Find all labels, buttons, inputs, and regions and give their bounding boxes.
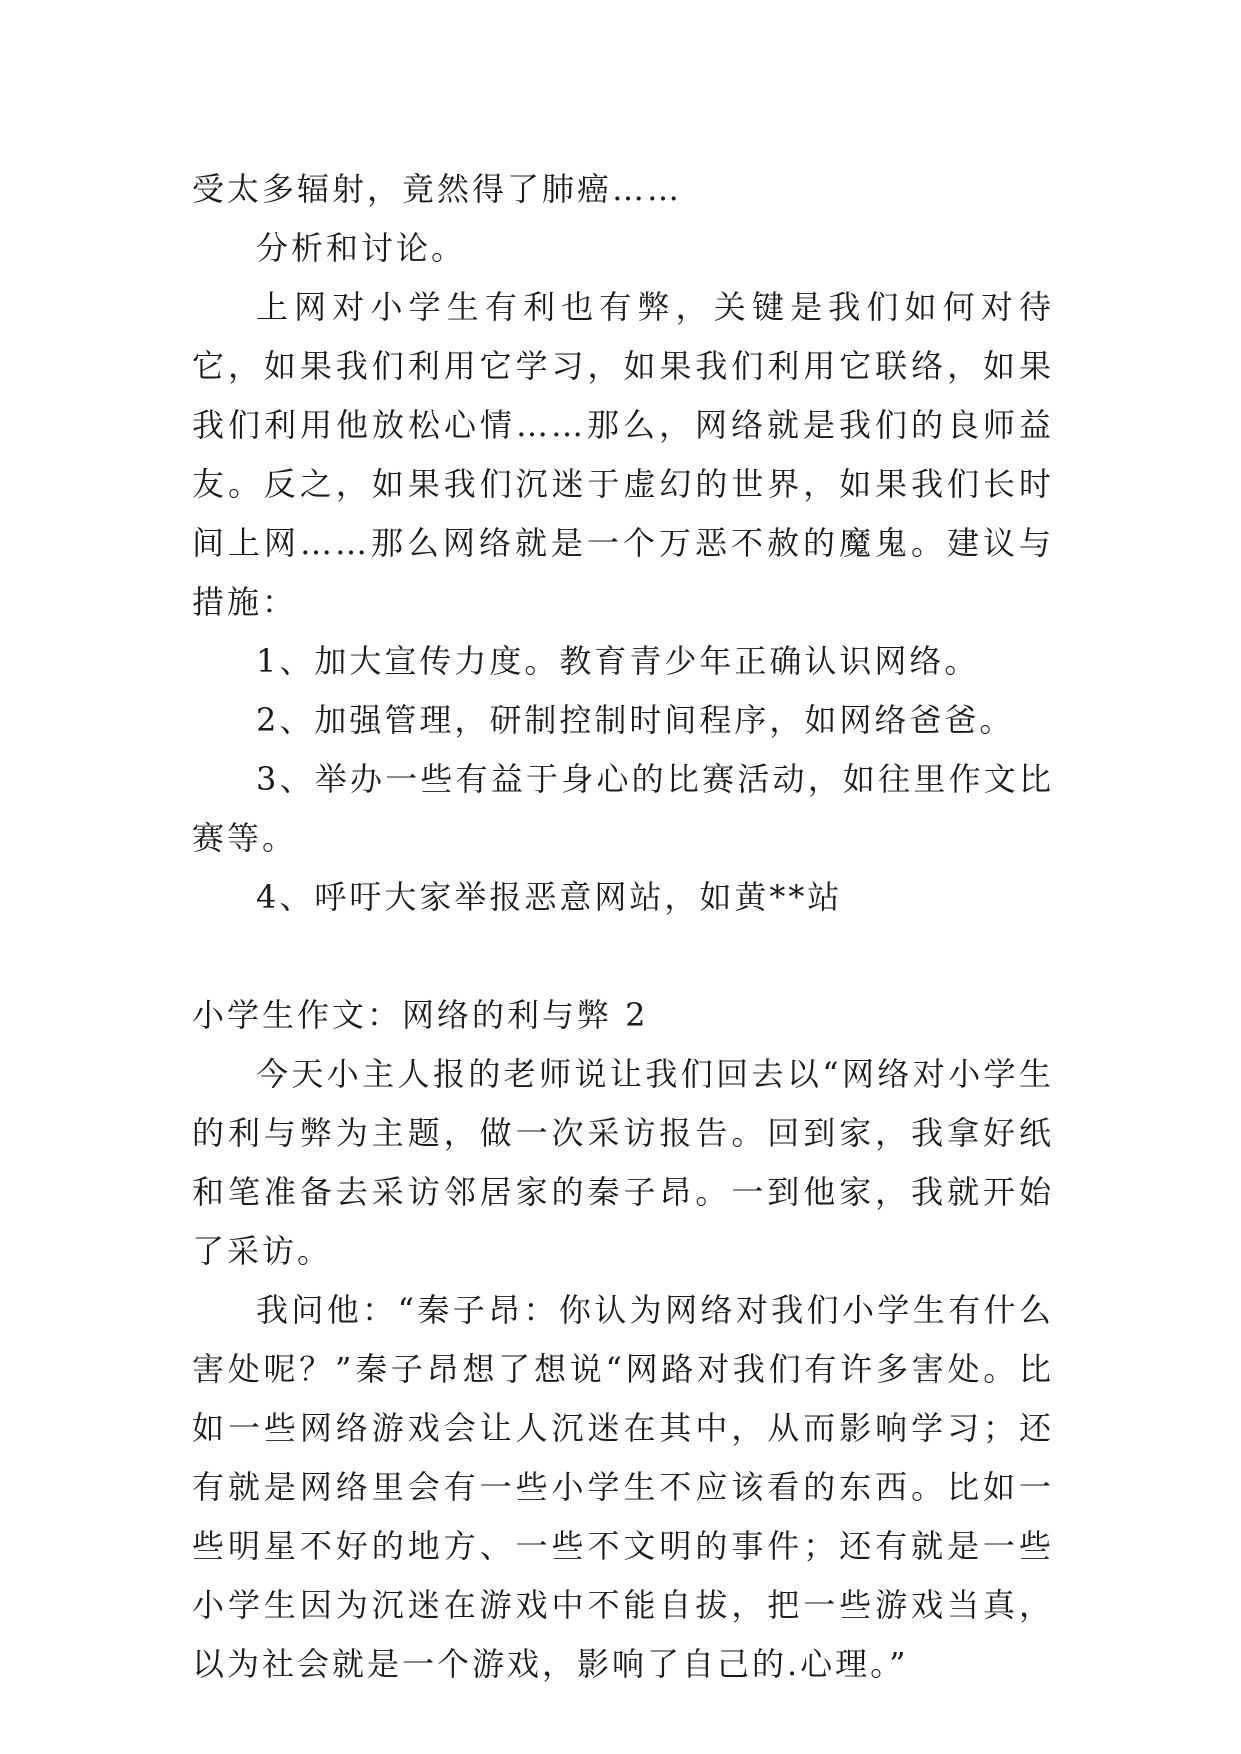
- essay-title: 小学生作文：网络的利与弊 2: [192, 996, 649, 1034]
- suggestion-item-4: 4、呼吁大家举报恶意网站，如黄**站: [256, 878, 843, 916]
- section-spacer: [192, 927, 1054, 986]
- suggestion-item-1: 1、加大宣传力度。教育青少年正确认识网络。: [256, 642, 980, 680]
- analysis-heading: 分析和讨论。: [256, 229, 467, 267]
- continuation-line: 受太多辐射，竟然得了肺癌……: [192, 170, 683, 208]
- essay-paragraph-2: 我问他：“秦子昂：你认为网络对我们小学生有什么害处呢？”秦子昂想了想说“网路对我们有许多害处。比如一些网络游戏会让人沉迷在其中，从而影响学习；还有就是网络里会有一些小学生不应该看的东西。比如一些明星不好的地方、一些不文明的事件；还有就是一些小学生因为沉迷在游戏中不能自拔，把一些游戏当真，以为社会就是一个游戏，影响了自己的.心理。”: [192, 1291, 1054, 1683]
- suggestion-item-3: 3、举办一些有益于身心的比赛活动，如往里作文比赛等。: [192, 760, 1054, 857]
- analysis-paragraph: 上网对小学生有利也有弊，关键是我们如何对待它，如果我们利用它学习，如果我们利用它联络，如果我们利用他放松心情……那么，网络就是我们的良师益友。反之，如果我们沉迷于虚幻的世界，如果我们长时间上网……那么网络就是一个万恶不赦的魔鬼。建议与措施：: [192, 288, 1054, 621]
- suggestion-item-2: 2、加强管理，研制控制时间程序，如网络爸爸。: [256, 701, 1015, 739]
- document-body: [192, 160, 1054, 1694]
- essay-paragraph-1: 今天小主人报的老师说让我们回去以“网络对小学生的利与弊为主题，做一次采访报告。回到家，我拿好纸和笔准备去采访邻居家的秦子昂。一到他家，我就开始了采访。: [192, 1055, 1054, 1270]
